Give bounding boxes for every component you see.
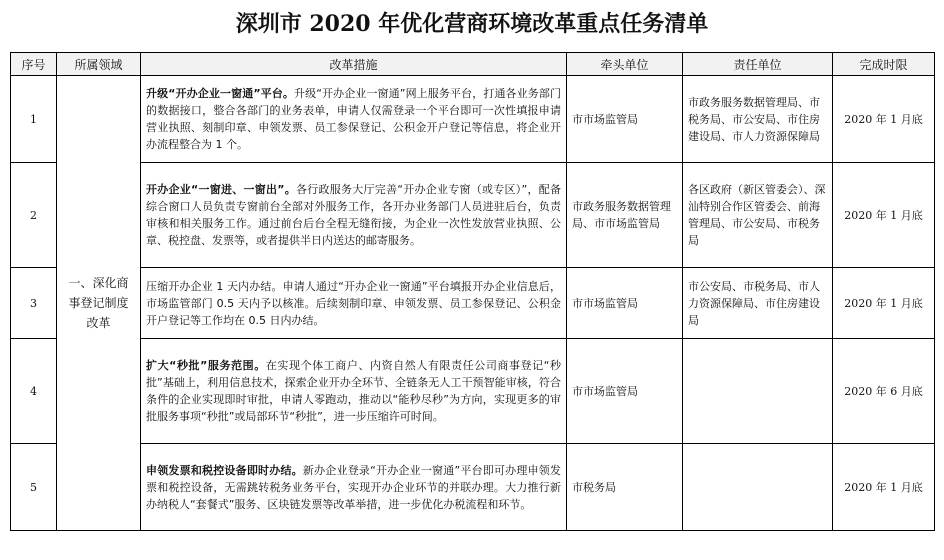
header-measures: 改革措施 (141, 53, 567, 76)
row-lead: 市市场监管局 (567, 268, 683, 339)
row-measure (141, 339, 567, 444)
row-deadline: 2020 年 6 月底 (833, 339, 935, 444)
measure-title: 开办企业“一窗进、一窗出”。 (146, 183, 297, 196)
table-row (11, 268, 935, 339)
measure-body: 各行政服务大厅完善“开办企业专窗（或专区）”，配备综合窗口人员负责专窗前台全部对外服务工作，各开办业务部门人员进驻后台，负责审核和相关服务工作。通过前台后台全程无缝衔接，为企业一次性发放营业执照、公章、税控盘、发票等，或者提供半日内送达的邮寄服务。 (146, 183, 561, 247)
row-measure (141, 163, 567, 268)
table-row (11, 163, 935, 268)
row-responsible (683, 444, 833, 531)
row-responsible: 市公安局、市税务局、市人力资源保障局、市住房建设局 (683, 268, 833, 339)
row-lead: 市税务局 (567, 444, 683, 531)
row-measure (141, 76, 567, 163)
measure-body: 压缩开办企业 1 天内办结。申请人通过“开办企业一窗通”平台填报开办企业信息后，市场监管部门 0.5 天内予以核准。后续刻制印章、申领发票、员工参保登记、公积金开户登记等工作均在 0.5 日内办结。 (146, 279, 561, 327)
row-responsible (683, 339, 833, 444)
table-row (11, 339, 935, 444)
header-row (11, 53, 935, 76)
row-seq: 5 (11, 444, 57, 531)
table-row (11, 76, 935, 163)
row-seq: 4 (11, 339, 57, 444)
header-area: 所属领域 (57, 53, 141, 76)
measure-title: 升级“开办企业一窗通”平台。 (146, 87, 294, 100)
measure-body: 升级“开办企业一窗通”网上服务平台，打通各业务部门的数据接口，整合各部门的业务表单，申请人仅需登录一个平台即可一次性填报申请营业执照、刻制印章、申领发票、员工参保登记、公积金开户登记等信息，将企业开办流程整合为 1 个。 (146, 87, 561, 151)
measure-body: 新办企业登录“开办企业一窗通”平台即可办理申领发票和税控设备，无需跳转税务业务平台，实现开办企业环节的并联办理。大力推行新办纳税人“套餐式”服务、区块链发票等改革举措，进一步优化办税流程和环节。 (146, 463, 561, 511)
page-title: 深圳市 2020 年优化营商环境改革重点任务清单 (235, 11, 709, 37)
row-lead: 市市场监管局 (567, 339, 683, 444)
row-deadline: 2020 年 1 月底 (833, 76, 935, 163)
measure-body: 在实现个体工商户、内资自然人有限责任公司商事登记“秒批”基础上，利用信息技术，探索企业开办全环节、全链条无人工干预智能审核，符合条件的企业实现即时审批，申请人零跑动，推动以“能秒尽秒”为方向，实现更多的审批服务事项“秒批”或局部环节“秒批”，进一步压缩许可时间。 (146, 359, 561, 423)
area-group-cell: 一、深化商事登记制度改革 (57, 76, 141, 531)
measure-title: 扩大“秒批”服务范围。 (146, 359, 266, 372)
table-row (11, 444, 935, 531)
row-measure (141, 268, 567, 339)
row-seq: 1 (11, 76, 57, 163)
row-seq: 2 (11, 163, 57, 268)
header-responsible: 责任单位 (683, 53, 833, 76)
row-responsible: 市政务服务数据管理局、市税务局、市公安局、市住房建设局、市人力资源保障局 (683, 76, 833, 163)
row-responsible: 各区政府（新区管委会）、深汕特别合作区管委会、前海管理局、市公安局、市税务局 (683, 163, 833, 268)
row-lead: 市政务服务数据管理局、市市场监管局 (567, 163, 683, 268)
row-deadline: 2020 年 1 月底 (833, 444, 935, 531)
task-table (10, 52, 935, 531)
row-seq: 3 (11, 268, 57, 339)
row-deadline: 2020 年 1 月底 (833, 163, 935, 268)
header-deadline: 完成时限 (833, 53, 935, 76)
row-deadline: 2020 年 1 月底 (833, 268, 935, 339)
row-lead: 市市场监管局 (567, 76, 683, 163)
header-seq: 序号 (11, 53, 57, 76)
header-lead: 牵头单位 (567, 53, 683, 76)
measure-title: 申领发票和税控设备即时办结。 (146, 463, 303, 477)
row-measure (141, 444, 567, 531)
